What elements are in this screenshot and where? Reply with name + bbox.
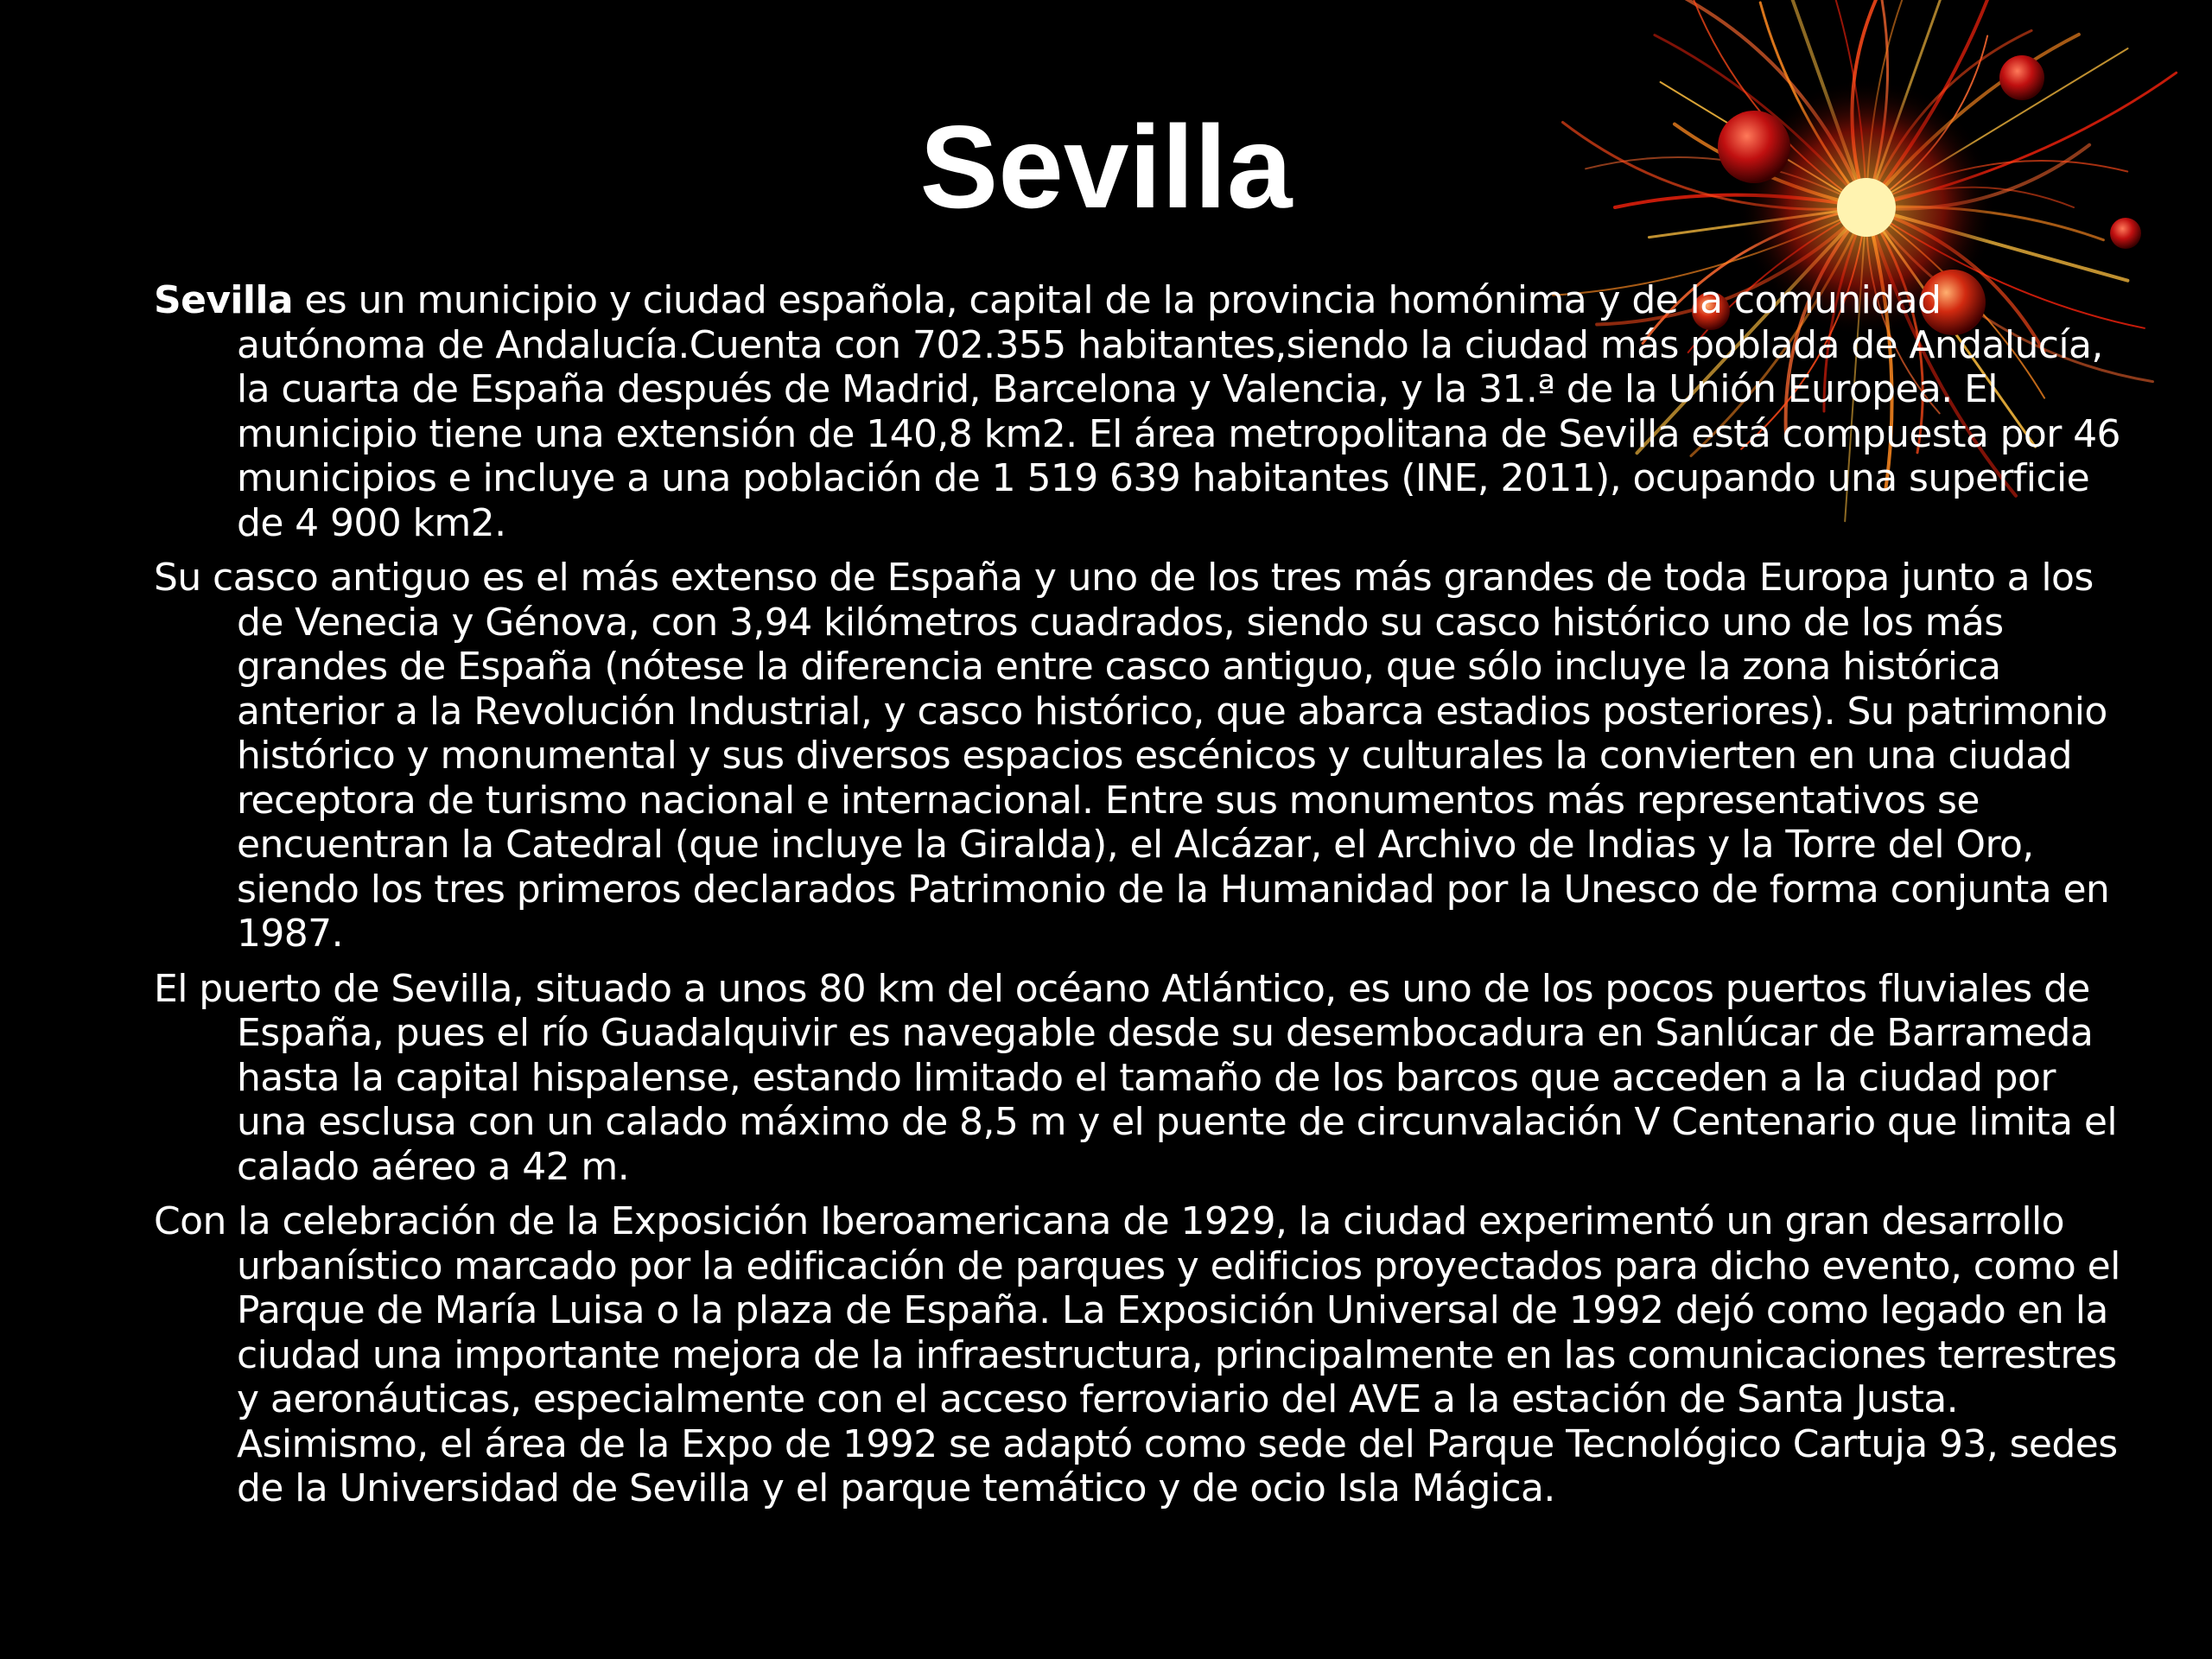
paragraph-4: [154, 1199, 2133, 1511]
paragraph-3-text: El puerto de Sevilla, situado a unos 80 km del océano Atlántico, es uno de los pocos puertos fluviales de España, pues el río Guadalquivir es navegable desde su desembocadura en Sanlúcar de Barrameda hasta la capital hispalense, estando limitado el tamaño de los barcos que acceden a la ciudad por una esclusa con un calado máximo de 8,5 m y el puente de circunvalación V Centenario que limita el calado aéreo a 42 m.: [154, 966, 2118, 1189]
paragraph-3: [154, 967, 2133, 1190]
paragraph-4-text: Con la celebración de la Exposición Iberoamericana de 1929, la ciudad experimentó un gran desarrollo urbanístico marcado por la edificación de parques y edificios proyectados para dicho evento, como el Parque de María Luisa o la plaza de España. La Exposición Universal de 1992 dejó como legado en la ciudad una importante mejora de la infraestructura, principalmente en las comunicaciones terrestres y aeronáuticas, especialmente con el acceso ferroviario del AVE a la estación de Santa Justa. Asimismo, el área de la Expo de 1992 se adaptó como sede del Parque Tecnológico Cartuja 93, sedes de la Universidad de Sevilla y el parque temático y de ocio Isla Mágica.: [154, 1199, 2120, 1510]
paragraph-1: [154, 278, 2133, 545]
slide-title: Sevilla: [919, 101, 1293, 232]
paragraph-2-text: Su casco antiguo es el más extenso de España y uno de los tres más grandes de toda Europa junto a los de Venecia y Génova, con 3,94 kilómetros cuadrados, siendo su casco histórico uno de los más grandes de España (nótese la diferencia entre casco antiguo, que sólo incluye la zona histórica anterior a la Revolución Industrial, y casco histórico, que abarca estadios posteriores). Su patrimonio histórico y monumental y sus diversos espacios escénicos y culturales la convierten en una ciudad receptora de turismo nacional e internacional. Entre sus monumentos más representativos se encuentran la Catedral (que incluye la Giralda), el Alcázar, el Archivo de Indias y la Torre del Oro, siendo los tres primeros declarados Patrimonio de la Humanidad por la Unesco de forma conjunta en 1987.: [154, 556, 2110, 956]
paragraph-1-lead: Sevilla: [154, 278, 293, 322]
paragraph-1-text: es un municipio y ciudad española, capital de la provincia homónima y de la comunidad autónoma de Andalucía.Cuenta con 702.355 habitantes,siendo la ciudad más poblada de Andalucía, la cuarta de España después de Madrid, Barcelona y Valencia, y la 31.ª de la Unión Europea. El municipio tiene una extensión de 140,8 km2. El área metropolitana de Sevilla está compuesta por 46 municipios e incluye a una población de 1 519 639 habitantes (INE, 2011), ocupando una superficie de 4 900 km2.: [237, 278, 2120, 545]
paragraph-2: [154, 556, 2133, 957]
slide-body: [154, 278, 2133, 1522]
